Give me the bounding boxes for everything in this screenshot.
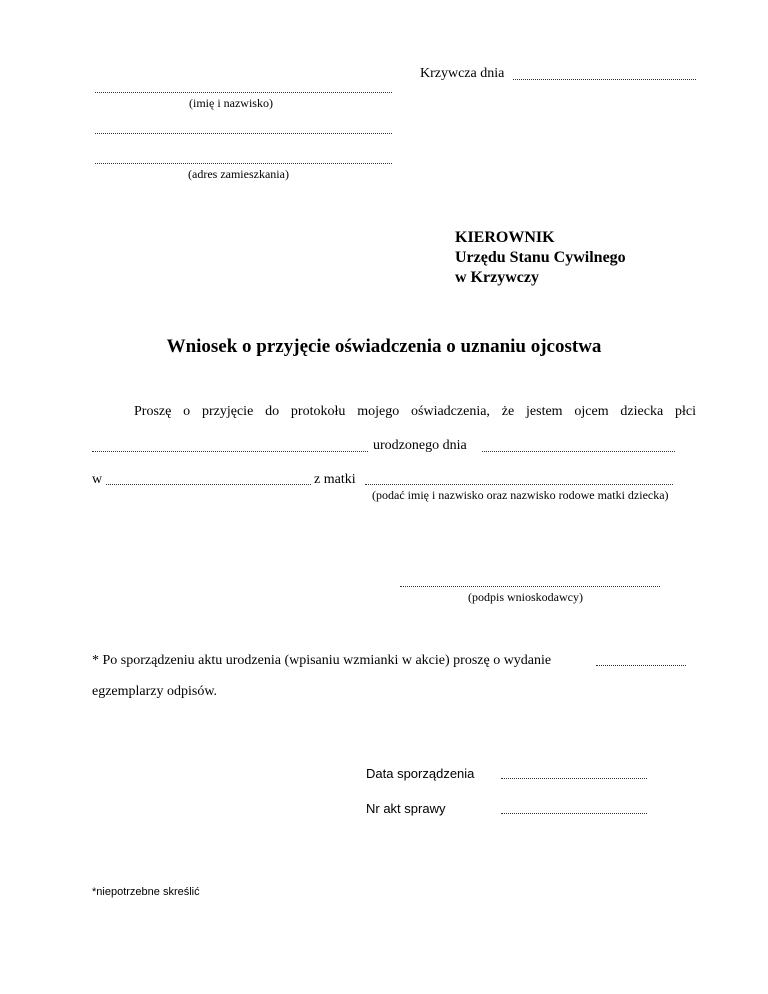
address-caption: (adres zamieszkania) [188, 167, 289, 181]
signature-caption: (podpis wnioskodawcy) [468, 590, 583, 604]
date-of-preparation-label: Data sporządzenia [366, 766, 475, 781]
document-title: Wniosek o przyjęcie oświadczenia o uznaniu ojcostwa [166, 336, 602, 357]
name-caption: (imię i nazwisko) [189, 96, 273, 110]
recipient-line-2: Urzędu Stanu Cywilnego [455, 249, 626, 266]
date-of-preparation-field[interactable] [501, 778, 647, 779]
intro-text: Proszę o przyjęcie do protokołu mojego oświadczenia, że jestem ojcem dziecka płci [134, 404, 696, 419]
address-field-line-1[interactable] [95, 133, 392, 134]
date-field[interactable] [513, 79, 696, 80]
in-label: w [92, 472, 103, 487]
name-field[interactable] [95, 92, 392, 93]
recipient-line-3: w Krzywczy [455, 269, 539, 286]
copies-text-cont: egzemplarzy odpisów. [92, 684, 218, 699]
child-sex-field[interactable] [92, 451, 368, 452]
case-number-field[interactable] [501, 813, 647, 814]
born-label: urodzonego dnia [373, 438, 467, 453]
recipient-block [455, 228, 626, 288]
footnote: *niepotrzebne skreślić [92, 886, 200, 898]
case-number-label: Nr akt sprawy [366, 801, 446, 816]
place-date-label: Krzywcza dnia [420, 66, 505, 81]
copies-text: * Po sporządzeniu aktu urodzenia (wpisaniu wzmianki w akcie) proszę o wydanie [92, 653, 552, 668]
birth-date-field[interactable] [482, 451, 675, 452]
address-field-line-2[interactable] [95, 163, 392, 164]
birth-place-field[interactable] [106, 484, 311, 485]
mother-label: z matki [314, 472, 356, 487]
signature-field[interactable] [400, 586, 660, 587]
mother-caption: (podać imię i nazwisko oraz nazwisko rodowe matki dziecka) [372, 488, 669, 502]
recipient-line-1: KIEROWNIK [455, 229, 555, 246]
mother-field[interactable] [365, 484, 673, 485]
copies-count-field[interactable] [596, 665, 686, 666]
